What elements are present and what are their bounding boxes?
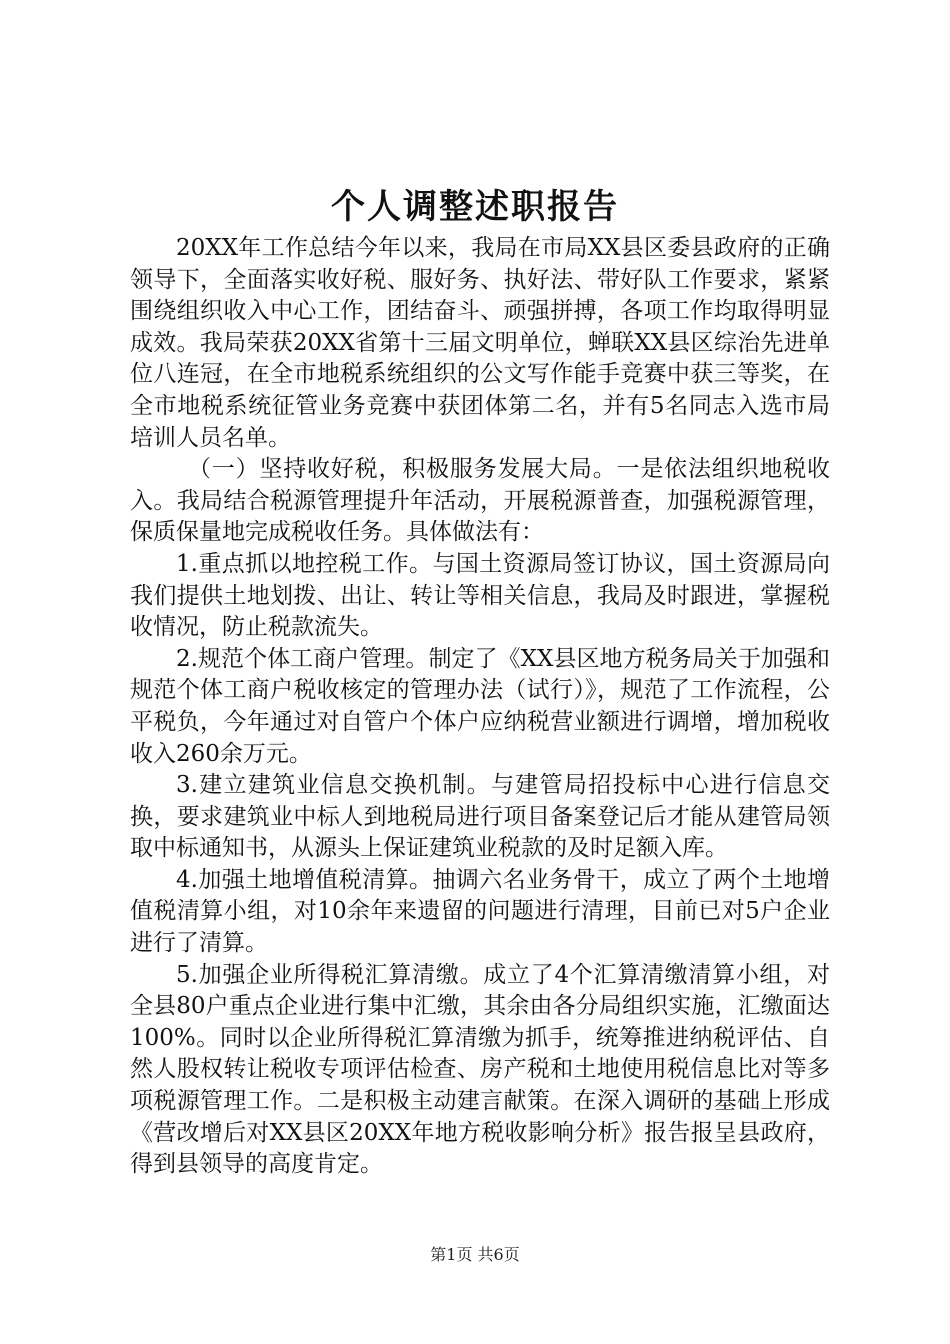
paragraph-item-3: 3.建立建筑业信息交换机制。与建管局招投标中心进行信息交换，要求建筑业中标人到地税局进行项目备案登记后才能从建管局领取中标通知书，从源头上保证建筑业税款的及时足额入库。 xyxy=(130,772,830,862)
paragraph-item-1: 1.重点抓以地控税工作。与国土资源局签订协议，国土资源局向我们提供土地划拨、出让、转让等相关信息，我局及时跟进，掌握税收情况，防止税款流失。 xyxy=(130,550,830,641)
paragraph-item-4: 4.加强土地增值税清算。抽调六名业务骨干，成立了两个土地增值税清算小组，对10余年来遗留的问题进行清理，目前已对5户企业进行了清算。 xyxy=(130,866,830,957)
document-title: 个人调整述职报告 xyxy=(331,187,619,227)
paragraph-item-5: 5.加强企业所得税汇算清缴。成立了4个汇算清缴清算小组，对全县80户重点企业进行集中汇缴，其余由各分局组织实施，汇缴面达100%。同时以企业所得税汇算清缴为抓手，统筹推进纳税评估、自然人股权转让税收专项评估检查、房产税和土地使用税信息比对等多项税源管理工作。二是积极主动建言献策。在深入调研的基础上形成《营改增后对XX县区20XX年地方税收影响分析》报告报呈县政府，得到县领导的高度肯定。 xyxy=(130,961,830,1178)
paragraph-intro: 20XX年工作总结今年以来，我局在市局XX县区委县政府的正确领导下，全面落实收好税、服好务、执好法、带好队工作要求，紧紧围绕组织收入中心工作，团结奋斗、顽强拼搏，各项工作均取得明显成效。我局荣获20XX省第十三届文明单位，蝉联XX县区综治先进单位八连冠，在全市地税系统组织的公文写作能手竞赛中获三等奖，在全市地税系统征管业务竞赛中获团体第二名，并有5名同志入选市局培训人员名单。 xyxy=(130,235,830,451)
document-body xyxy=(130,233,830,1181)
page-number-footer: 第1页 共6页 xyxy=(430,1245,520,1264)
paragraph-item-2: 2.规范个体工商户管理。制定了《XX县区地方税务局关于加强和规范个体工商户税收核定的管理办法（试行）》，规范了工作流程，公平税负，今年通过对自管户个体户应纳税营业额进行调增，增加税收收入260余万元。 xyxy=(130,645,830,767)
paragraph-section-one: （一）坚持收好税，积极服务发展大局。一是依法组织地税收入。我局结合税源管理提升年活动，开展税源普查，加强税源管理，保质保量地完成税收任务。具体做法有： xyxy=(130,456,830,546)
